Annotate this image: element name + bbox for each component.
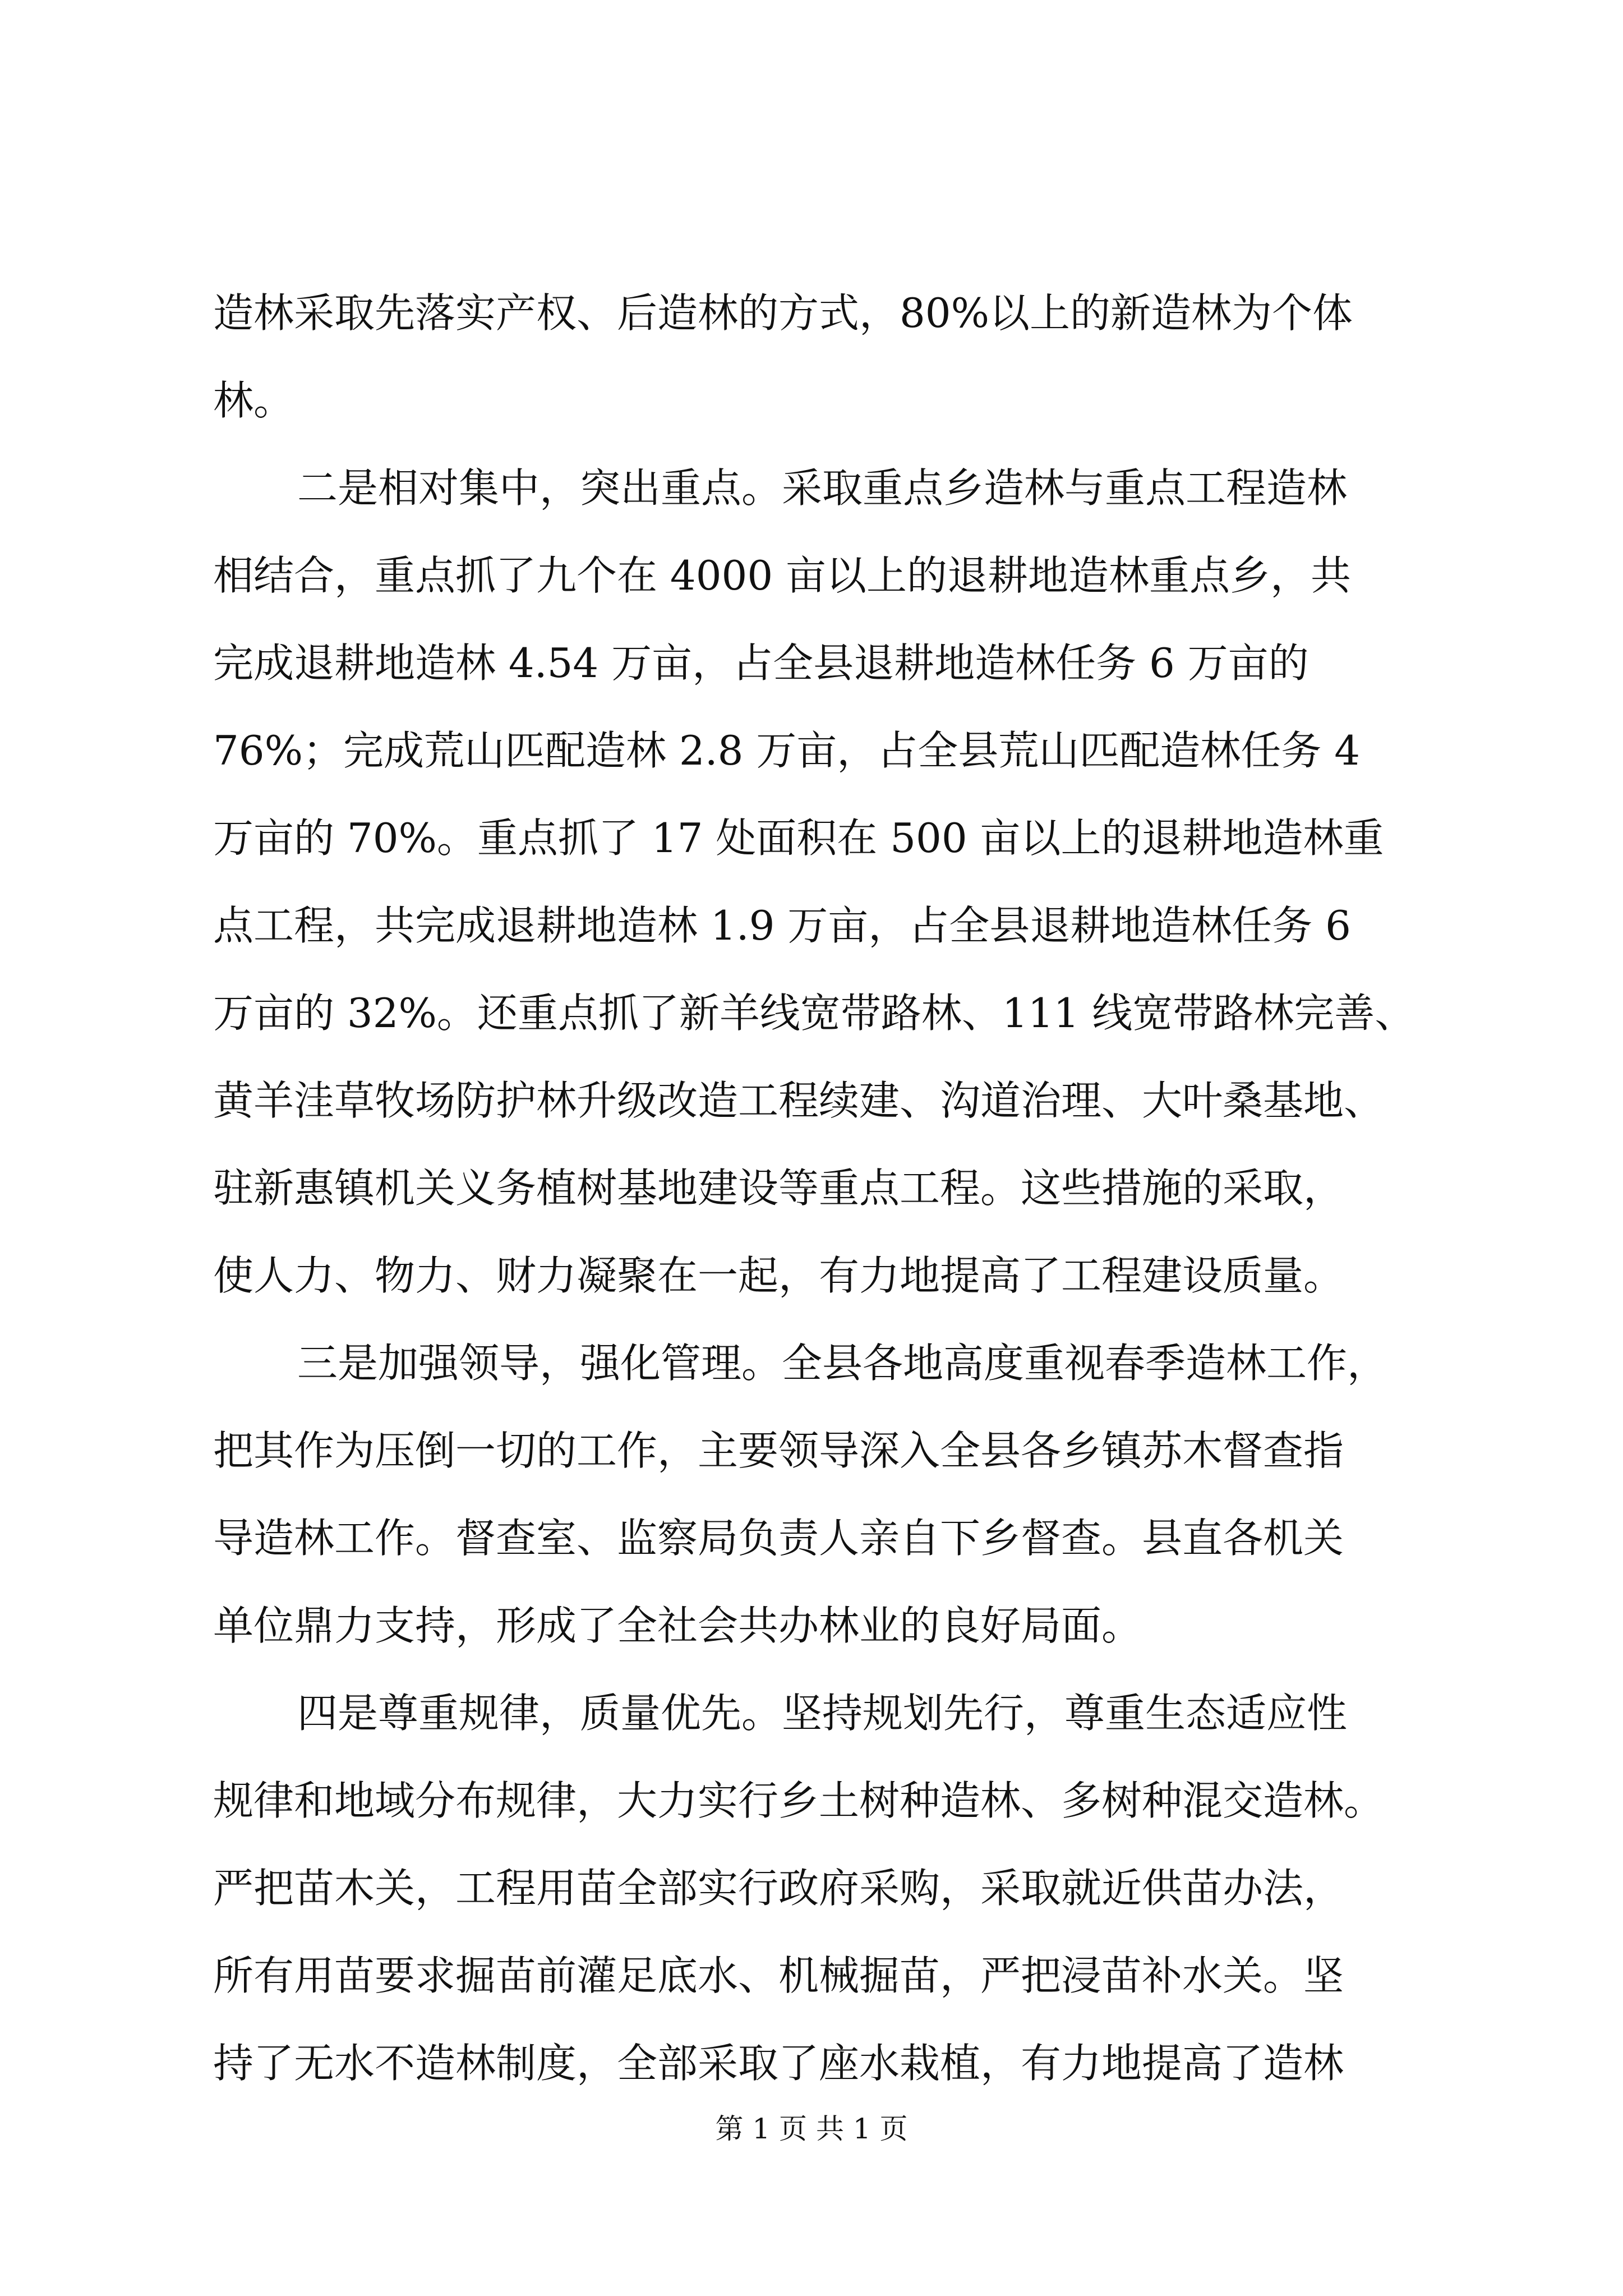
text-line: 76%；完成荒山匹配造林 2.8 万亩，占全县荒山匹配造林任务 4: [213, 727, 1361, 774]
text-line: 相结合，重点抓了九个在 4000 亩以上的退耕地造林重点乡，共: [213, 552, 1352, 599]
paragraph-first-line: 四是尊重规律，质量优先。坚持规划先行，尊重生态适应性: [297, 1690, 1348, 1737]
text-line: 使人力、物力、财力凝聚在一起，有力地提高了工程建设质量。: [213, 1252, 1344, 1299]
text-line: 把其作为压倒一切的工作，主要领导深入全县各乡镇苏木督查指: [213, 1427, 1344, 1474]
page-footer: 第 1 页 共 1 页: [715, 2113, 908, 2145]
text-line: 持了无水不造林制度，全部采取了座水栽植，有力地提高了造林: [213, 2040, 1344, 2087]
document-body: [213, 269, 1436, 2107]
text-line: 万亩的 70%。重点抓了 17 处面积在 500 亩以上的退耕地造林重: [213, 815, 1384, 862]
text-line: 单位鼎力支持，形成了全社会共办林业的良好局面。: [213, 1602, 1142, 1649]
text-line: 规律和地域分布规律，大力实行乡土树种造林、多树种混交造林。: [213, 1777, 1385, 1824]
text-line: 完成退耕地造林 4.54 万亩，占全县退耕地造林任务 6 万亩的: [213, 639, 1309, 687]
text-line: 导造林工作。督查室、监察局负责人亲自下乡督查。县直各机关: [213, 1515, 1344, 1562]
text-line: 黄羊洼草牧场防护林升级改造工程续建、沟道治理、大叶桑基地、: [213, 1077, 1385, 1124]
text-line: 严把苗木关，工程用苗全部实行政府采购，采取就近供苗办法，: [213, 1865, 1344, 1912]
text-line: 林。: [213, 377, 294, 424]
text-line: 点工程，共完成退耕地造林 1.9 万亩，占全县退耕地造林任务 6: [213, 902, 1351, 949]
text-line: 驻新惠镇机关义务植树基地建设等重点工程。这些措施的采取，: [213, 1165, 1344, 1212]
text-line: 所有用苗要求掘苗前灌足底水、机械掘苗，严把浸苗补水关。坚: [213, 1952, 1344, 1999]
text-line: 造林采取先落实产权、后造林的方式，80%以上的新造林为个体: [213, 289, 1353, 337]
text-line: 万亩的 32%。还重点抓了新羊线宽带路林、111 线宽带路林完善、: [213, 990, 1415, 1037]
paragraph-first-line: 三是加强领导，强化管理。全县各地高度重视春季造林工作，: [297, 1340, 1388, 1387]
paragraph-first-line: 二是相对集中，突出重点。采取重点乡造林与重点工程造林: [297, 464, 1348, 512]
